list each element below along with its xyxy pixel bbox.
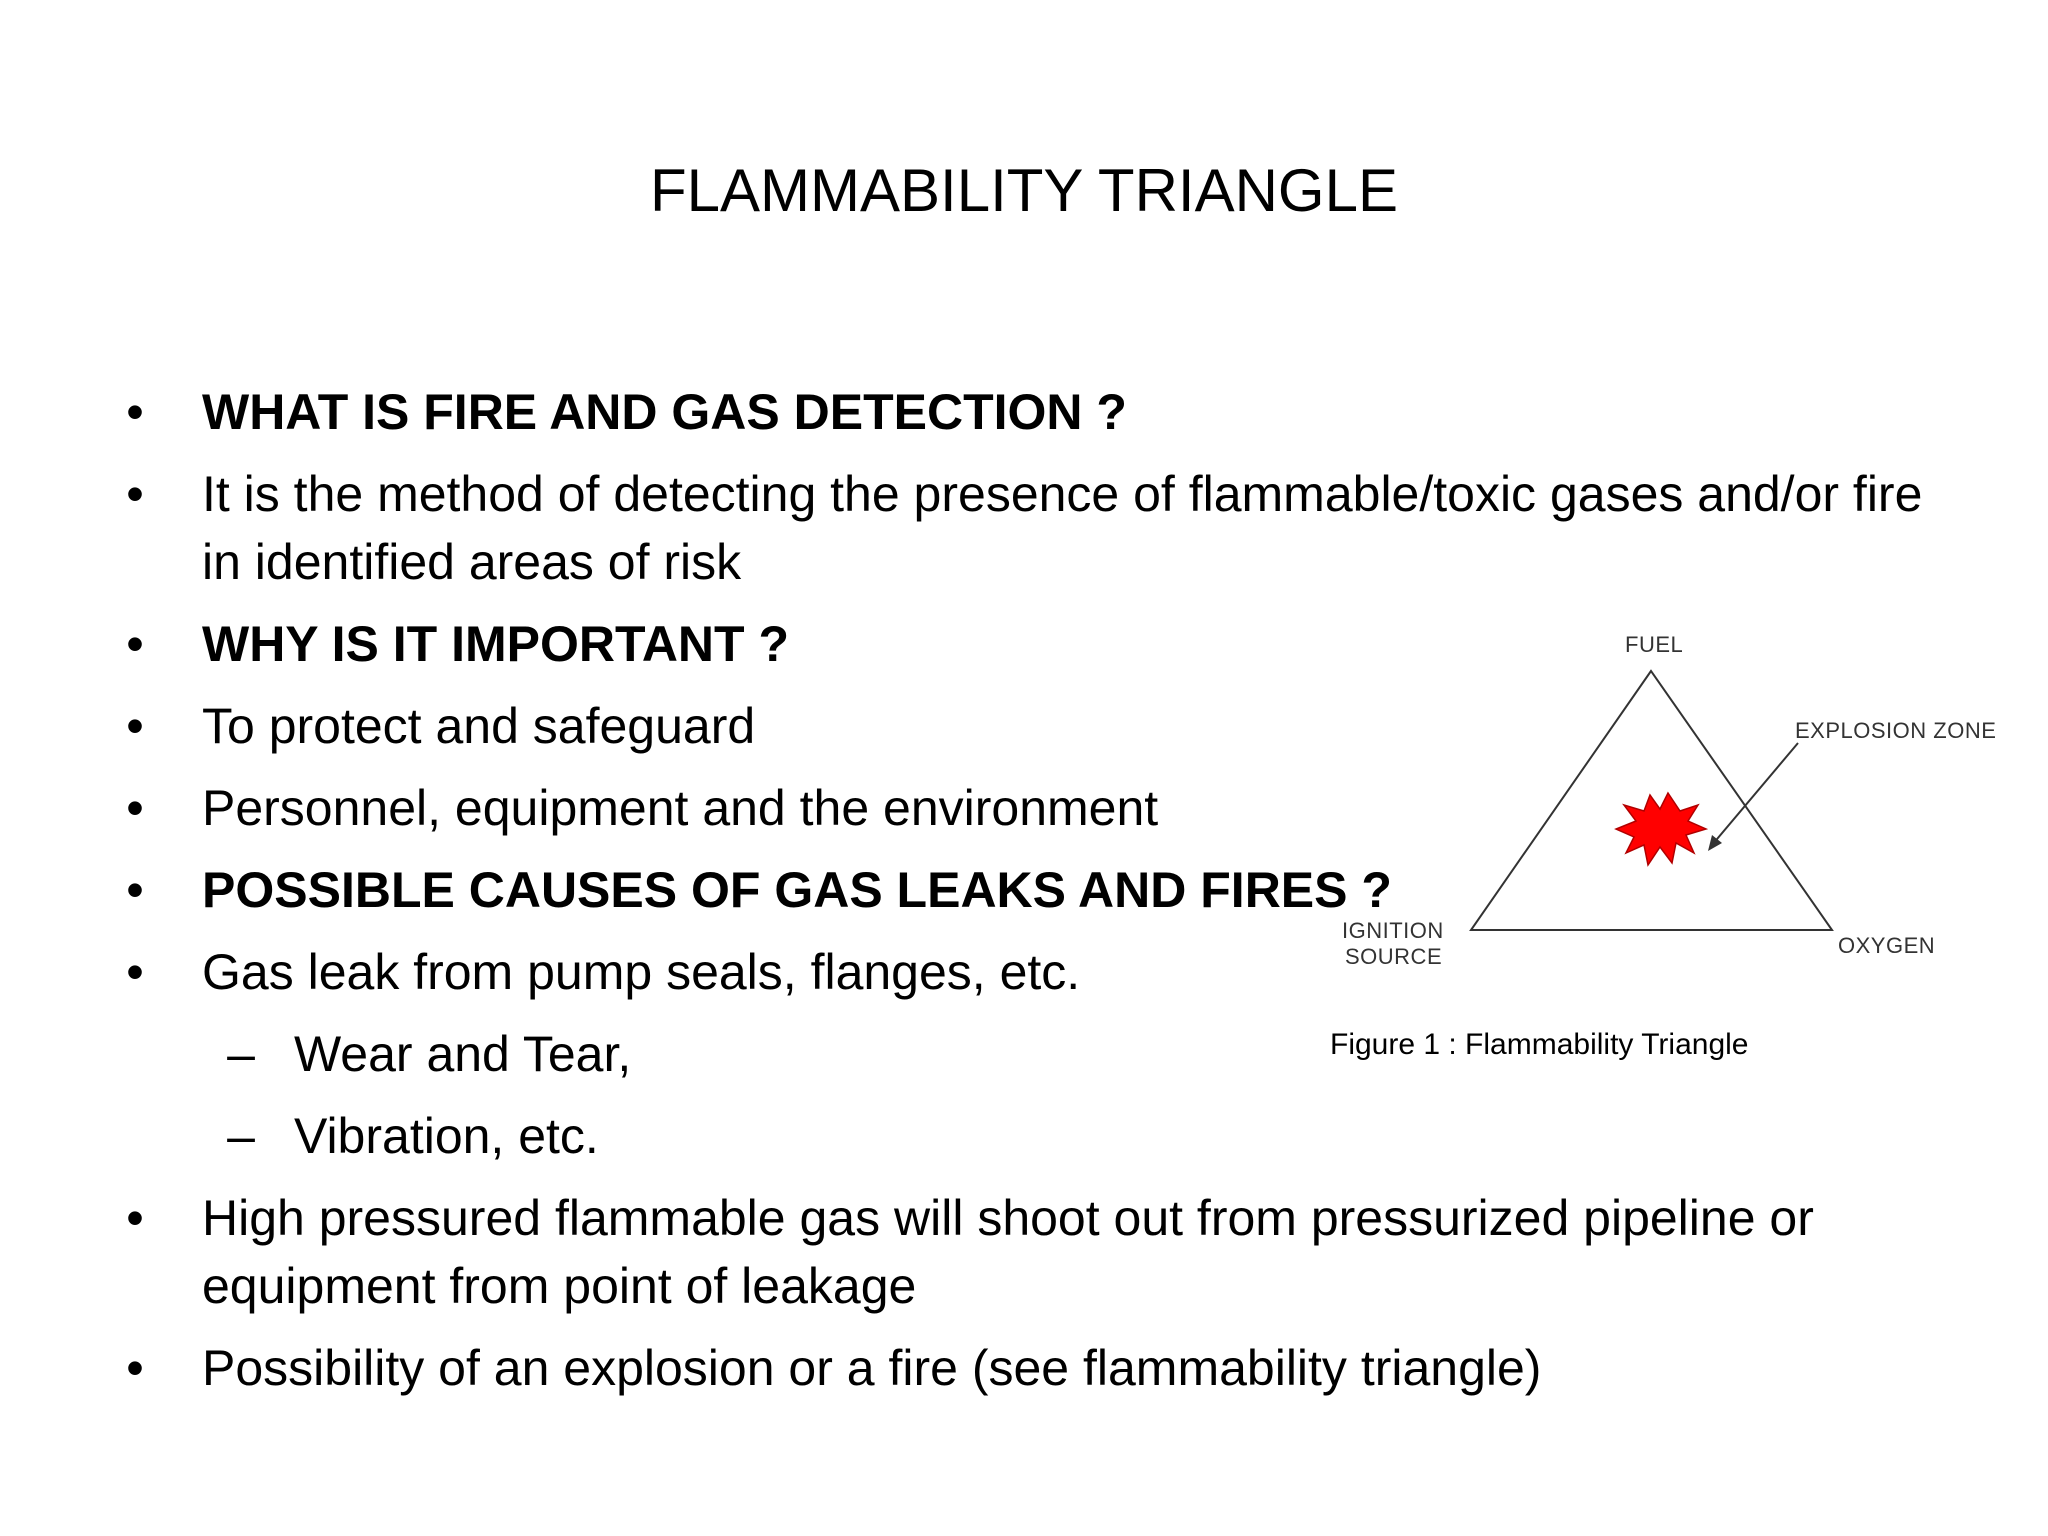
list-item-text: To protect and safeguard xyxy=(202,698,756,754)
sub-item-text: Vibration, etc. xyxy=(294,1108,599,1164)
list-item-text: It is the method of detecting the presence of flammable/toxic gases and/or fire in identified areas of risk xyxy=(202,466,1923,590)
list-item-question-what xyxy=(120,378,1940,446)
list-item-explosion xyxy=(120,1334,1940,1402)
ignition-label-line1: IGNITION xyxy=(1342,918,1444,943)
explosion-zone-label: EXPLOSION ZONE xyxy=(1795,718,1997,743)
bullet-marker: • xyxy=(126,780,144,836)
sub-item-vibration xyxy=(120,1102,1940,1170)
list-item-text: POSSIBLE CAUSES OF GAS LEAKS AND FIRES ? xyxy=(202,862,1392,918)
bullet-marker: • xyxy=(126,944,144,1000)
list-item-text: WHAT IS FIRE AND GAS DETECTION ? xyxy=(202,384,1127,440)
bullet-marker: • xyxy=(126,862,144,918)
bullet-marker: • xyxy=(126,616,144,672)
sub-item-text: Wear and Tear, xyxy=(294,1026,632,1082)
figure-caption: Figure 1 : Flammability Triangle xyxy=(1330,1028,1749,1061)
ignition-label-line2: SOURCE xyxy=(1345,944,1443,969)
list-item-text: High pressured flammable gas will shoot out from pressurized pipeline or equipment from point of leakage xyxy=(202,1190,1814,1314)
list-item-text: Possibility of an explosion or a fire (see flammability triangle) xyxy=(202,1340,1542,1396)
bullet-marker: • xyxy=(126,466,144,522)
bullet-marker: • xyxy=(126,1340,144,1396)
bullet-marker: • xyxy=(126,1190,144,1246)
list-item-text: Personnel, equipment and the environment xyxy=(202,780,1159,836)
fuel-label: FUEL xyxy=(1625,632,1684,657)
dash-marker: – xyxy=(227,1108,255,1164)
slide-title: FLAMMABILITY TRIANGLE xyxy=(650,157,1398,224)
list-item-text: WHY IS IT IMPORTANT ? xyxy=(202,616,790,672)
bullet-marker: • xyxy=(126,698,144,754)
list-item-high-pressure xyxy=(120,1184,1940,1320)
flammability-triangle-figure xyxy=(1320,615,2040,1065)
bullet-marker: • xyxy=(126,384,144,440)
dash-marker: – xyxy=(227,1026,255,1082)
oxygen-label: OXYGEN xyxy=(1838,933,1936,958)
list-item-definition xyxy=(120,460,1940,596)
explosion-starburst-icon xyxy=(1616,793,1706,865)
list-item-text: Gas leak from pump seals, flanges, etc. xyxy=(202,944,1081,1000)
pointer-arrow-icon xyxy=(1712,743,1798,845)
arrow-head xyxy=(1708,835,1722,851)
